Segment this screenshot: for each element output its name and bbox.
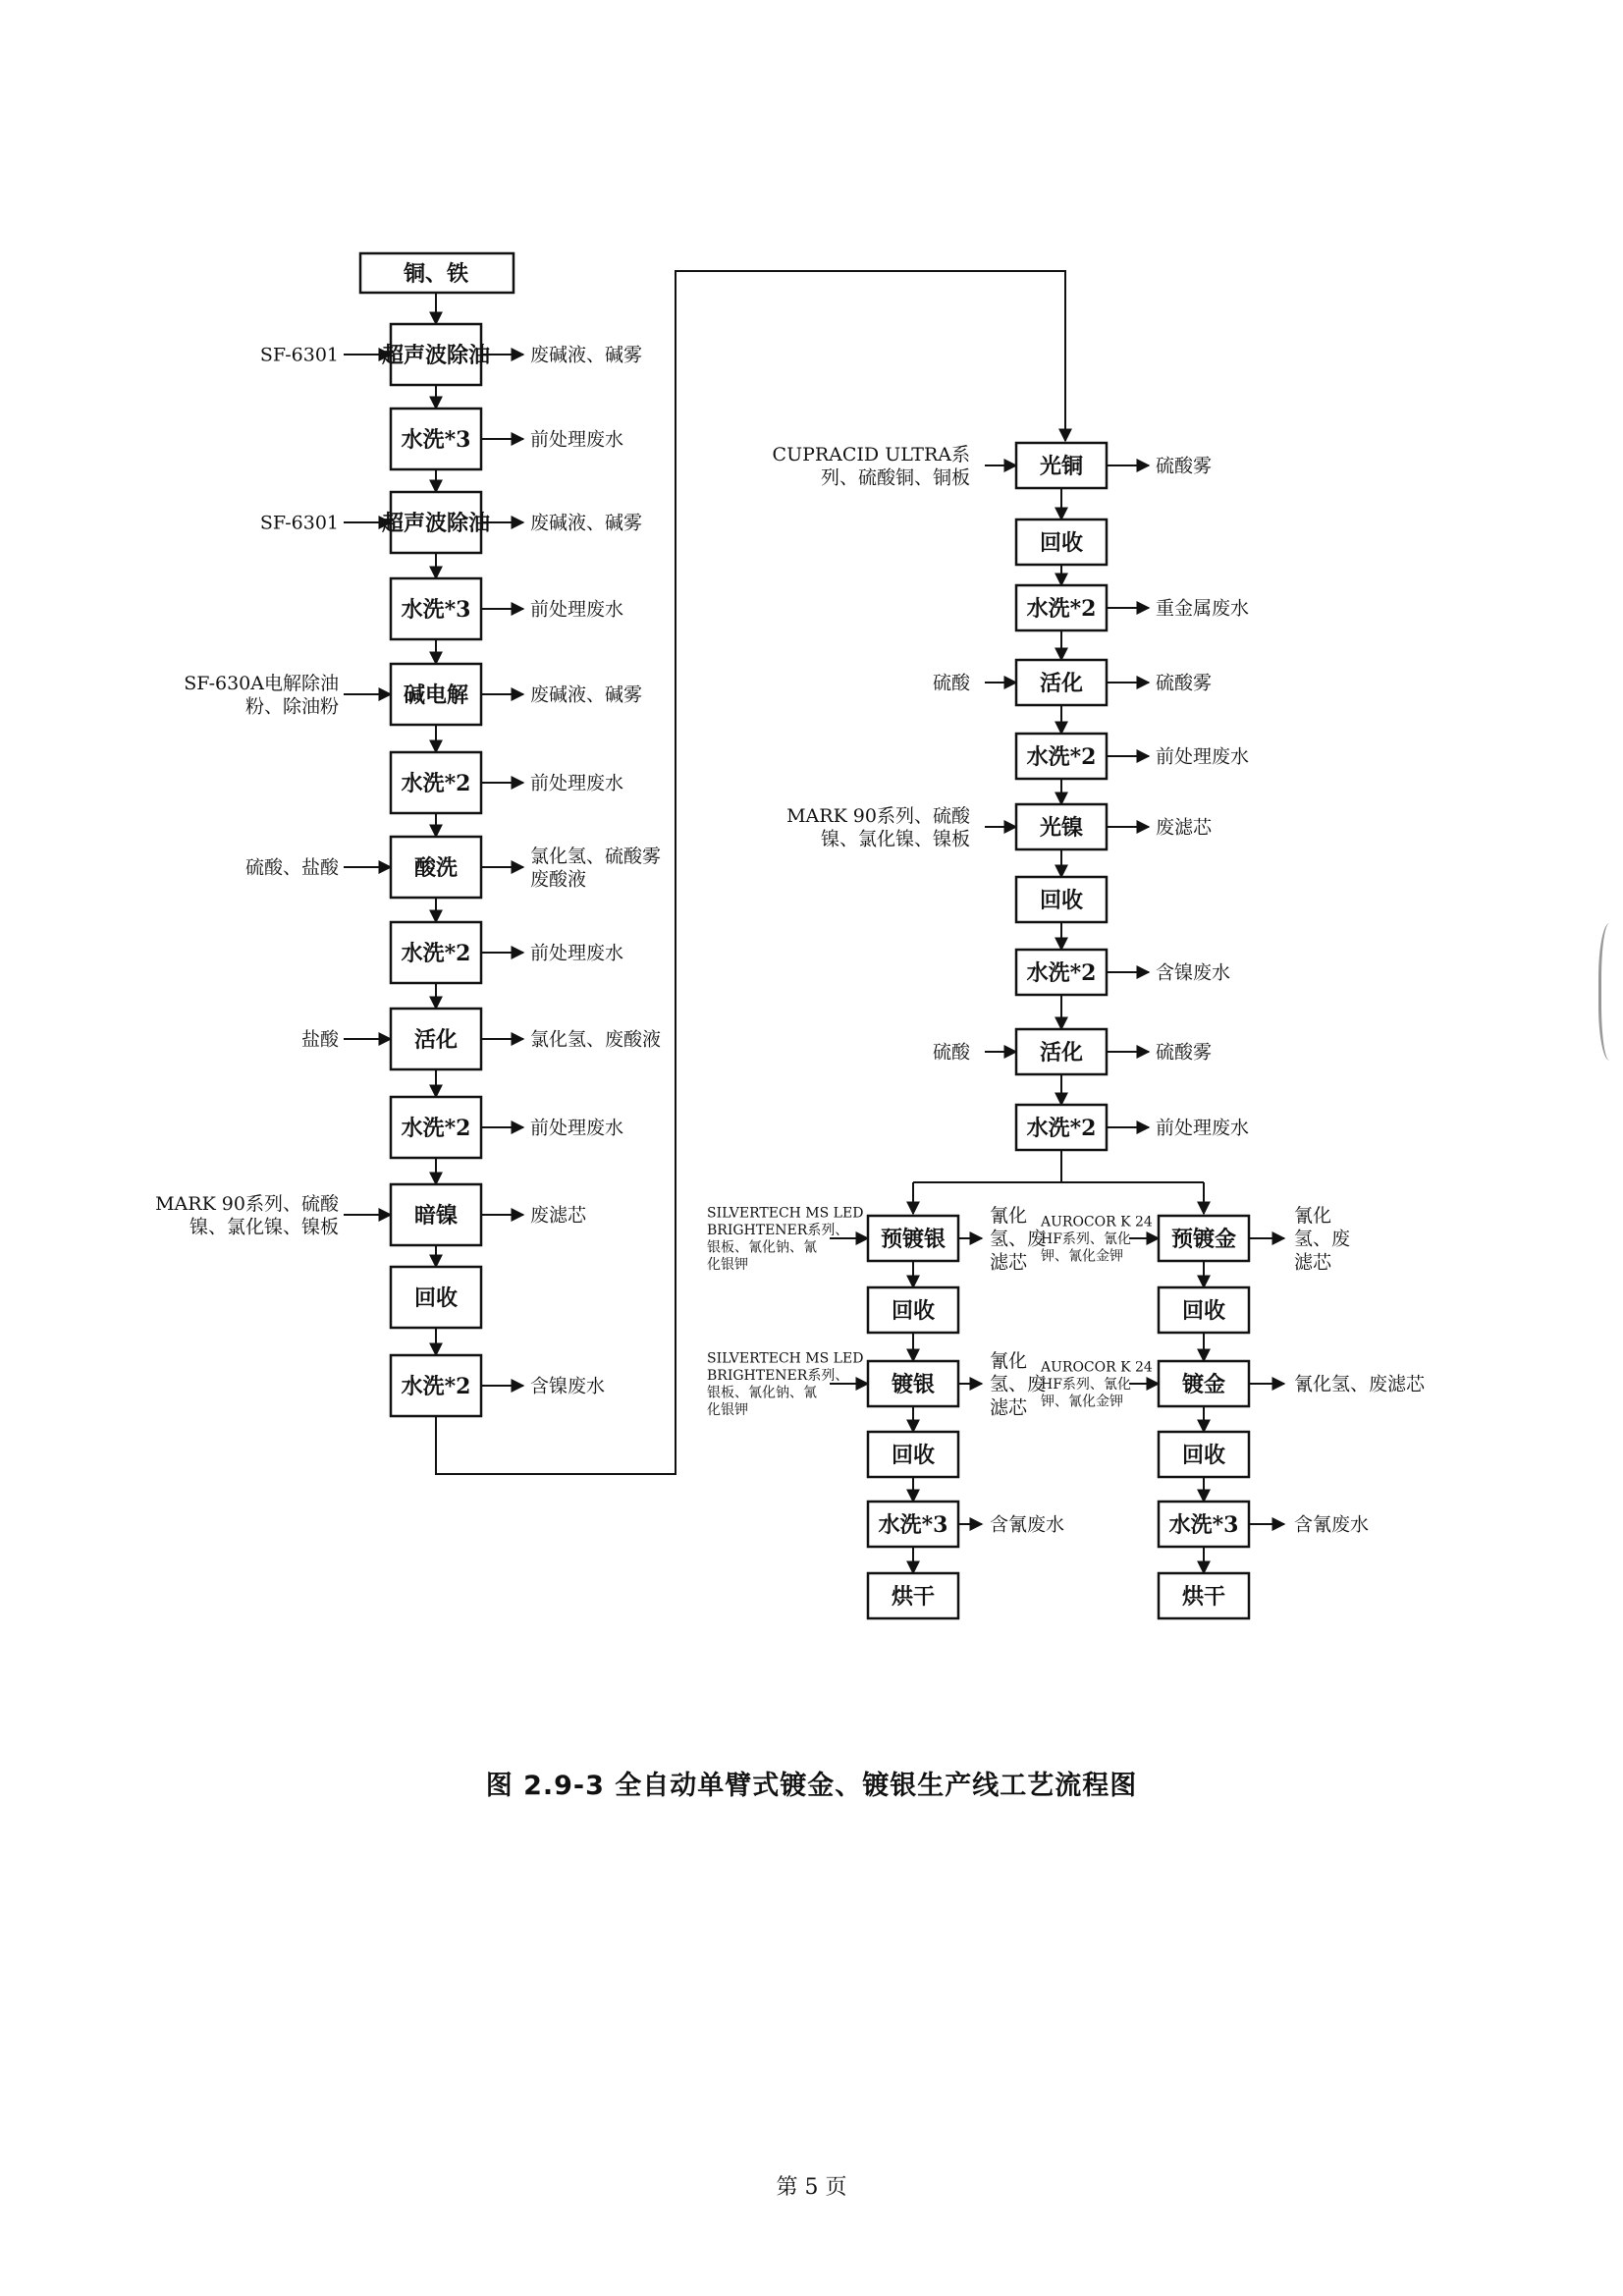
input-material-label: 硫酸 <box>932 1041 970 1064</box>
process-box-label: 活化 <box>413 1027 459 1053</box>
input-material-label: SILVERTECH MS LED <box>707 1205 864 1222</box>
process-box-label: 回收 <box>891 1443 936 1468</box>
output-emission-label: 氰化氢、废滤芯 <box>1294 1373 1426 1395</box>
process-box-label: 水洗*3 <box>1168 1512 1239 1538</box>
process-box-label: 水洗*2 <box>1026 1116 1097 1141</box>
process-box-label: 水洗*3 <box>878 1512 948 1538</box>
output-emission-label: 氰化 <box>990 1349 1028 1372</box>
input-material-label: 银板、氰化钠、氰 <box>707 1239 817 1256</box>
output-emission-label: 前处理废水 <box>530 772 624 794</box>
output-emission-label: 废碱液、碱雾 <box>530 344 643 366</box>
input-material-label: 钾、氰化金钾 <box>1041 1248 1123 1265</box>
output-emission-label: 氰化 <box>1294 1204 1332 1227</box>
input-material-label: HF系列、氰化 <box>1041 1230 1131 1247</box>
output-emission-label: 氯化氢、硫酸雾 <box>530 845 662 867</box>
figure-caption: 图 2.9-3 全自动单臂式镀金、镀银生产线工艺流程图 <box>485 1771 1138 1801</box>
process-box-label: 超声波除油 <box>381 511 491 536</box>
process-box-label: 回收 <box>1039 530 1084 556</box>
input-material-label: AUROCOR K 24 <box>1041 1214 1153 1230</box>
input-material-label: SF-630A电解除油 <box>184 672 339 694</box>
output-emission-label: 含氰废水 <box>1294 1513 1370 1536</box>
process-box-label: 烘干 <box>891 1584 936 1610</box>
input-material-label: SILVERTECH MS LED <box>707 1350 864 1367</box>
input-material-label: BRIGHTENER系列、 <box>707 1223 849 1239</box>
input-material-label: 化银钾 <box>707 1402 748 1419</box>
input-material-label: MARK 90系列、硫酸 <box>155 1192 339 1215</box>
process-box-label: 镀金 <box>1181 1372 1226 1397</box>
process-box-label: 水洗*2 <box>401 941 471 966</box>
process-box-label: 暗镍 <box>413 1203 459 1229</box>
input-material-label: SF-6301 <box>259 344 339 366</box>
output-emission-label: 前处理废水 <box>530 598 624 621</box>
output-emission-label: 氢、废 <box>1294 1228 1351 1250</box>
binding-edge-mark <box>1598 923 1623 1061</box>
page-number: 第 5 页 <box>776 2175 847 2200</box>
output-emission-label: 含氰废水 <box>990 1513 1065 1536</box>
process-box-label: 回收 <box>413 1285 459 1311</box>
output-emission-label: 废滤芯 <box>1156 816 1213 839</box>
process-box-label: 水洗*2 <box>1026 960 1097 986</box>
process-box-label: 水洗*2 <box>401 771 471 796</box>
output-emission-label: 前处理废水 <box>1156 745 1250 768</box>
input-material-label: CUPRACID ULTRA系 <box>772 443 970 465</box>
input-material-label: 粉、除油粉 <box>244 695 339 718</box>
output-emission-label: 前处理废水 <box>530 1117 624 1139</box>
source-box-label: 铜、铁 <box>403 261 469 287</box>
input-material-label: 银板、氰化钠、氰 <box>707 1385 817 1401</box>
output-emission-label: 滤芯 <box>1294 1251 1332 1274</box>
output-emission-label: 前处理废水 <box>1156 1117 1250 1139</box>
output-emission-label: 氰化 <box>990 1204 1028 1227</box>
process-box-label: 碱电解 <box>403 683 469 708</box>
process-box-label: 回收 <box>891 1298 936 1324</box>
output-emission-label: 氢、废 <box>990 1373 1047 1395</box>
input-material-label: 钾、氰化金钾 <box>1041 1394 1123 1410</box>
output-emission-label: 氯化氢、废酸液 <box>530 1028 662 1051</box>
output-emission-label: 含镍废水 <box>530 1375 606 1397</box>
process-box-label: 水洗*3 <box>401 597 471 623</box>
process-box-label: 水洗*2 <box>401 1116 471 1141</box>
process-box-label: 镀银 <box>891 1372 936 1397</box>
process-box-label: 水洗*2 <box>401 1374 471 1399</box>
input-material-label: 化银钾 <box>707 1257 748 1274</box>
output-emission-label: 废酸液 <box>530 868 587 891</box>
input-material-label: 镍、氯化镍、镍板 <box>820 828 970 850</box>
output-emission-label: 硫酸雾 <box>1156 1041 1213 1064</box>
output-emission-label: 重金属废水 <box>1156 597 1250 620</box>
output-emission-label: 废滤芯 <box>530 1204 587 1227</box>
process-box-label: 回收 <box>1039 888 1084 913</box>
output-emission-label: 滤芯 <box>990 1251 1028 1274</box>
process-box-label: 回收 <box>1181 1443 1226 1468</box>
output-emission-label: 氢、废 <box>990 1228 1047 1250</box>
output-emission-label: 硫酸雾 <box>1156 455 1213 477</box>
process-box-label: 超声波除油 <box>381 343 491 368</box>
process-box-label: 预镀银 <box>880 1227 947 1252</box>
process-box-label: 活化 <box>1039 671 1084 696</box>
input-material-label: 列、硫酸铜、铜板 <box>820 466 970 489</box>
input-material-label: MARK 90系列、硫酸 <box>786 804 970 827</box>
input-material-label: 硫酸、盐酸 <box>244 856 339 879</box>
process-box-label: 烘干 <box>1181 1584 1226 1610</box>
input-material-label: HF系列、氰化 <box>1041 1376 1131 1393</box>
process-box-label: 水洗*2 <box>1026 596 1097 622</box>
process-box-label: 光镍 <box>1039 815 1084 841</box>
output-emission-label: 含镍废水 <box>1156 961 1231 984</box>
process-box-label: 回收 <box>1181 1298 1226 1324</box>
process-box-label: 水洗*2 <box>1026 744 1097 770</box>
input-material-label: 镍、氯化镍、镍板 <box>189 1216 339 1238</box>
process-box-label: 光铜 <box>1039 454 1084 479</box>
process-box-label: 活化 <box>1039 1040 1084 1066</box>
output-emission-label: 废碱液、碱雾 <box>530 512 643 534</box>
output-emission-label: 滤芯 <box>990 1396 1028 1419</box>
input-material-label: SF-6301 <box>259 512 339 534</box>
input-material-label: AUROCOR K 24 <box>1041 1359 1153 1376</box>
process-box-label: 预镀金 <box>1170 1227 1237 1252</box>
output-emission-label: 前处理废水 <box>530 942 624 964</box>
process-box-label: 水洗*3 <box>401 427 471 453</box>
output-emission-label: 硫酸雾 <box>1156 672 1213 694</box>
input-material-label: BRIGHTENER系列、 <box>707 1368 849 1385</box>
process-box-label: 酸洗 <box>413 855 459 881</box>
output-emission-label: 前处理废水 <box>530 428 624 451</box>
input-material-label: 盐酸 <box>300 1028 339 1051</box>
output-emission-label: 废碱液、碱雾 <box>530 683 643 706</box>
input-material-label: 硫酸 <box>932 672 970 694</box>
